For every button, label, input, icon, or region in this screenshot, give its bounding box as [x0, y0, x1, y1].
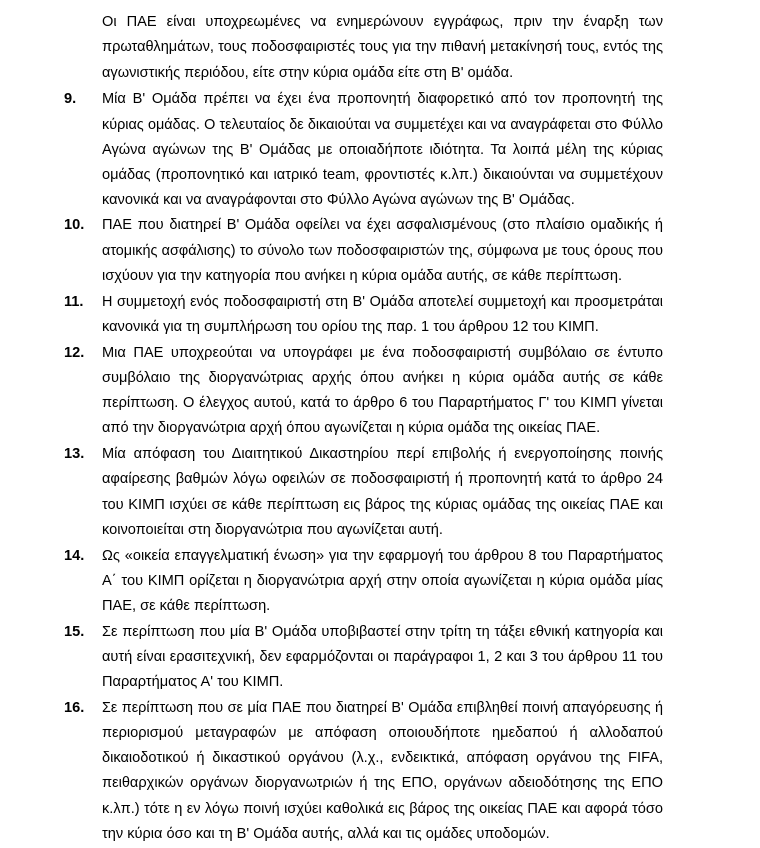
text-line: ομάδας (προπονητικό και ιατρικό team, φροντιστές κ.λπ.) δικαιούνται να συμμετέχουν — [102, 167, 663, 183]
text-line: ΠΑΕ που διατηρεί Β' Ομάδα οφείλει να έχει ασφαλισμένους (στο πλαίσιο ομαδικής ή — [102, 217, 663, 233]
paragraph-number: 16. — [64, 700, 85, 716]
paragraph-number: 9. — [64, 91, 77, 107]
text-line: ΠΑΕ, σε κάθε περίπτωση. — [102, 598, 271, 614]
text-line: Α΄ του ΚΙΜΠ ορίζεται η διοργανώτρια αρχή στην οποία αγωνίζεται η κύρια ομάδα μίας — [102, 573, 663, 589]
text-line: Παραρτήματος Α' του ΚΙΜΠ. — [102, 674, 284, 690]
text-line: Οι ΠΑΕ είναι υποχρεωμένες να ενημερώνουν εγγράφως, πριν την έναρξη των — [102, 14, 663, 30]
paragraph-number: 12. — [64, 345, 85, 361]
text-line: κύριας ομάδας. Ο τελευταίος δε δικαιούται να συμμετέχει και να αναγράφεται στο Φύλλο — [102, 117, 663, 133]
text-line: Μια ΠΑΕ υποχρεούται να υπογράφει με ένα ποδοσφαιριστή συμβόλαιο σε έντυπο — [102, 345, 663, 361]
text-line: Σε περίπτωση που σε μία ΠΑΕ που διατηρεί Β' Ομάδα επιβληθεί ποινή απαγόρευσης ή — [102, 700, 663, 716]
text-line: αγωνιστικής περιόδου, είτε στην κύρια ομάδα είτε στη Β' ομάδα. — [102, 65, 514, 81]
text-line: πρωταθλημάτων, τους ποδοσφαιριστές τους για την πιθανή μετακίνησή τους, εντός της — [102, 39, 663, 55]
text-line: κ.λπ.) τότε η εν λόγω ποινή ισχύει καθολικά εις βάρος της οικείας ΠΑΕ και αφορά τόσο — [102, 801, 663, 817]
text-line: του ΚΙΜΠ ισχύει σε κάθε περίπτωση εις βάρος της κύριας ομάδας της οικείας ΠΑΕ και — [102, 497, 663, 513]
text-line: Σε περίπτωση που μία Β' Ομάδα υποβιβαστεί στην τρίτη τη τάξει εθνική κατηγορία και — [102, 624, 663, 640]
text-line: ατομικής ασφάλισης) το σύνολο των ποδοσφαιριστών της, σύμφωνα με τους όρους που — [102, 243, 663, 259]
text-line: αυτή είναι ερασιτεχνική, δεν εφαρμόζονται οι παράγραφοι 1, 2 και 3 του άρθρου 11 του — [102, 649, 663, 665]
text-line: από την διοργανώτρια αρχή όπου αγωνίζεται η κύρια ομάδα της οικείας ΠΑΕ. — [102, 420, 601, 436]
paragraph-number: 11. — [64, 294, 84, 310]
text-line: κανονικά για τη συμπλήρωση του ορίου της παρ. 1 του άρθρου 12 του ΚΙΜΠ. — [102, 319, 599, 335]
text-line: Αγώνα αγώνων της Β' Ομάδας με οποιαδήποτε ιδιότητα. Τα λοιπά μέλη της κύριας — [102, 142, 663, 158]
text-line: πειθαρχικών οργάνων διοργανωτριών ή της ΕΠΟ, οργάνων αδειοδότησης της ΕΠΟ — [102, 775, 663, 791]
text-line: συμβόλαιο της διοργανώτριας αρχής όπου ανήκει η κύρια ομάδα αυτής σε κάθε — [102, 370, 663, 386]
text-line: Η συμμετοχή ενός ποδοσφαιριστή στη Β' Ομάδα αποτελεί συμμετοχή και προσμετράται — [102, 294, 663, 310]
text-line: περιορισμού μεταγραφών με απόφαση οποιουδήποτε ημεδαπού ή αλλοδαπού — [102, 725, 663, 741]
text-line: Μία απόφαση του Διαιτητικού Δικαστηρίου περί επιβολής ή ενεργοποίησης ποινής — [102, 446, 663, 462]
text-line: κοινοποιείται στη διοργανώτρια που αγωνίζεται αυτή. — [102, 522, 443, 538]
paragraph-number: 14. — [64, 548, 85, 564]
paragraph-number: 15. — [64, 624, 85, 640]
text-line: αφαίρεσης βαθμών λόγω οφειλών σε ποδοσφαιριστή ή προπονητή κατά το άρθρο 24 — [102, 471, 663, 487]
text-line: ισχύουν για την κατηγορία που ανήκει η κύρια ομάδα αυτής, σε κάθε περίπτωση. — [102, 268, 623, 284]
paragraph-number: 13. — [64, 446, 85, 462]
text-line: Μία Β' Ομάδα πρέπει να έχει ένα προπονητή διαφορετικό από τον προπονητή της — [102, 91, 663, 107]
paragraph-number: 10. — [64, 217, 85, 233]
text-line: κανονικά και να αναγράφονται στο Φύλλο Αγώνα αγώνων της Β' Ομάδας. — [102, 192, 575, 208]
text-line: δικαιοδοτικού ή δικαστικού οργάνου (λ.χ., ενδεικτικά, απόφαση οργάνου της FIFA, — [102, 750, 663, 766]
text-line: περίπτωση. Ο έλεγχος αυτού, κατά το άρθρο 6 του Παραρτήματος Γ' του ΚΙΜΠ γίνεται — [102, 395, 663, 411]
text-line: την κύρια όσο και τη Β' Ομάδα αυτής, αλλά και τις ομάδες υποδομών. — [102, 826, 550, 842]
text-line: Ως «οικεία επαγγελματική ένωση» για την εφαρμογή του άρθρου 8 του Παραρτήματος — [102, 548, 663, 564]
